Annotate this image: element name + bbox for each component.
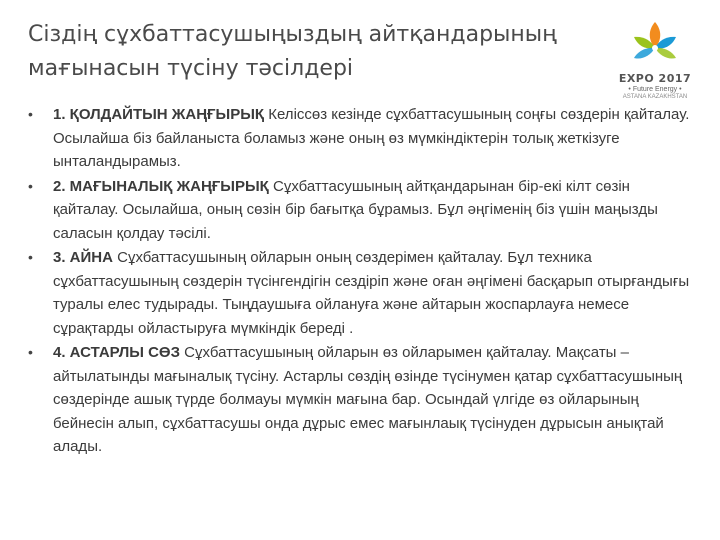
bullet-marker: • <box>28 106 33 122</box>
bullet-text: Сұхбаттасушының айтқандарынан бір-екі кілт сөзін қайталау. Осылайша, оның сөзін бір бағытқа бұрамыз. Бұл әңгіменің біз үшін маңызды саласын қолдау тәсілі. <box>53 177 658 242</box>
slide-title-line-2: мағынасын түсіну тәсілдері <box>28 56 354 81</box>
expo-2017-logo <box>612 20 698 110</box>
logo-location: ASTANA KAZAKHSTAN <box>622 94 688 100</box>
bullet-heading: 3. АЙНА <box>53 249 113 266</box>
slide-title <box>28 18 588 86</box>
bullet-item <box>28 175 696 246</box>
bullet-text: Сұхбаттасушының ойларын оның сөздерімен қайталау. Бұл техника сұхбаттасушының сөздерін түсінгендігін сездіріп және оған әңгімені басқарып отырғандығы туралы елес тудырады. Тыңдаушыға ойлануға және айтарын жоспарлауға немесе сұрақтарды ойластыруға мүмкіндік береді . <box>53 249 690 337</box>
bullet-text: Келіссөз кезінде сұхбаттасушының соңғы сөздерін қайталау. Осылайша біз байланыста боламыз және оның өз мүмкіндіктерін толық жеткізуге ынталандырамыз. <box>53 106 690 170</box>
bullet-list <box>28 103 696 460</box>
bullet-heading: 2. МАҒЫНАЛЫҚ ЖАҢҒЫРЫҚ <box>53 177 269 195</box>
bullet-heading: 1. ҚОЛДАЙТЫН ЖАҢҒЫРЫҚ <box>53 106 265 123</box>
bullet-heading: 4. АСТАРЛЫ СӨЗ <box>53 344 180 361</box>
bullet-item <box>28 341 696 459</box>
slide-title-line-1: Сіздің сұхбаттасушыңыздың айтқандарының <box>28 22 557 47</box>
bullet-item <box>28 103 696 174</box>
bullet-marker: • <box>28 177 33 194</box>
bullet-text: Сұхбаттасушының ойларын өз ойларымен қайталау. Мақсаты – айтылатынды мағыналық түсіну. Астарлы сөздің өзінде түсінумен қатар сұхбаттасушының сөздерінде ашық түрде болмауы мүмкін мағына бар. Осындай үлгіде өз ойларының бейнесін алып, сұхбаттасушы онда дұрыс емес мағынлаық түсінуден дұрысын анықтай алады. <box>53 344 683 455</box>
bullet-marker: • <box>28 344 33 360</box>
bullet-marker: • <box>28 249 33 265</box>
logo-wordmark: EXPO 2017 <box>618 72 692 85</box>
logo-tagline: • Future Energy • <box>628 86 682 93</box>
bullet-item <box>28 246 696 340</box>
expo-star-icon <box>612 20 698 72</box>
